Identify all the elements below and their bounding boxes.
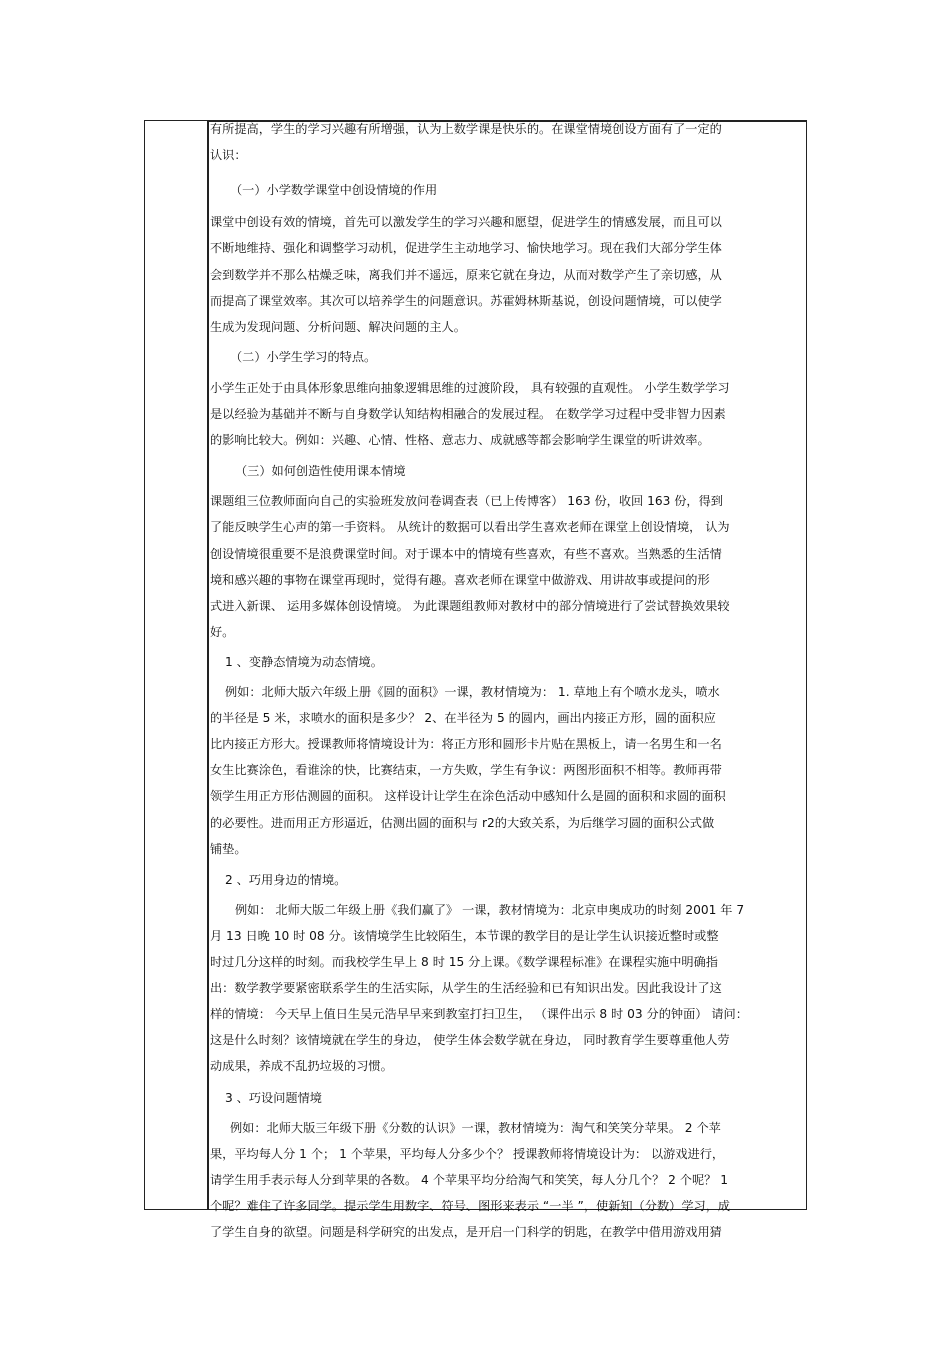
table-content-cell xyxy=(210,122,804,1239)
text-line: 的半径是 5 米，求喷水的面积是多少？ 2、在半径为 5 的圆内，画出内接正方形，圆的面积应 xyxy=(210,711,716,726)
text-line: 1 、变静态情境为动态情境。 xyxy=(225,654,383,669)
text-line: 境和感兴趣的事物在课堂再现时，觉得有趣。喜欢老师在课堂中做游戏、用讲故事或提问的形 xyxy=(210,572,710,587)
text-line: 而提高了课堂效率。其次可以培养学生的问题意识。苏霍姆林斯基说，创设问题情境，可以使学 xyxy=(210,293,722,308)
text-line: 出：数学教学要紧密联系学生的生活实际，从学生的生活经验和已有知识出发。因此我设计了这 xyxy=(210,981,722,996)
text-line: （一）小学数学课堂中创设情境的作用 xyxy=(230,183,438,198)
text-line: 会到数学并不那么枯燥乏味，离我们并不遥远，原来它就在身边，从而对数学产生了亲切感，从 xyxy=(210,267,722,282)
text-line: 不断地维持、强化和调整学习动机，促进学生主动地学习、愉快地学习。现在我们大部分学生体 xyxy=(210,241,722,256)
text-line: 例如： 北师大版二年级上册《我们赢了》 一课，教材情境为：北京申奥成功的时刻 2001 年 7 xyxy=(235,902,745,917)
text-line: 创设情境很重要不是浪费课堂时间。对于课本中的情境有些喜欢，有些不喜欢。当熟悉的生活情 xyxy=(210,546,722,561)
text-line: 小学生正处于由具体形象思维向抽象逻辑思维的过渡阶段， 具有较强的直观性。 小学生数学学习 xyxy=(210,380,730,395)
text-line: 月 13 日晚 10 时 08 分。该情境学生比较陌生，本节课的教学目的是让学生认识接近整时或整 xyxy=(210,928,719,943)
text-line: 请学生用手表示每人分到苹果的各数。 4 个苹果平均分给淘气和笑笑，每人分几个？ 2 个呢？ 1 xyxy=(210,1172,728,1187)
text-line: 有所提高，学生的学习兴趣有所增强，认为上数学课是快乐的。在课堂情境创设方面有了一定的 xyxy=(210,122,722,136)
text-line: 认识： xyxy=(210,148,247,163)
text-line: 动成果，养成不乱扔垃圾的习惯。 xyxy=(210,1059,393,1074)
text-line: 课题组三位教师面向自己的实验班发放问卷调查表（已上传博客） 163 份，收回 163 份，得到 xyxy=(210,494,723,509)
text-line: 样的情境： 今天早上值日生吴元浩早早来到教室打扫卫生， （课件出示 8 时 03 分的钟面） 请问： xyxy=(210,1007,748,1022)
text-line: 领学生用正方形估测圆的面积。 这样设计让学生在涂色活动中感知什么是圆的面积和求圆的面积 xyxy=(210,789,726,804)
text-line: 式进入新课、 运用多媒体创设情境。 为此课题组教师对教材中的部分情境进行了尝试替换效果较 xyxy=(210,598,730,613)
text-line: 这是什么时刻？该情境就在学生的身边， 使学生体会数学就在身边， 同时教育学生要尊重他人劳 xyxy=(210,1033,730,1048)
text-line: 的必要性。进而用正方形逼近，估测出圆的面积与 r2的大致关系，为后继学习圆的面积公式做 xyxy=(210,815,715,830)
text-line: 铺垫。 xyxy=(210,841,247,856)
text-line: 例如：北师大版三年级下册《分数的认识》一课，教材情境为：淘气和笑笑分苹果。 2 个苹 xyxy=(230,1120,721,1135)
text-line: 比内接正方形大。授课教师将情境设计为：将正方形和圆形卡片贴在黑板上，请一名男生和一名 xyxy=(210,737,722,752)
text-line: 个呢？难住了许多同学。提示学生用数字、符号、图形来表示 “一半 ”，使新知（分数）学习，成 xyxy=(210,1198,731,1213)
text-line: 2 、巧用身边的情境。 xyxy=(225,872,347,887)
text-line: 时过几分这样的时刻。而我校学生早上 8 时 15 分上课。《数学课程标准》在课程实施中明确指 xyxy=(210,955,718,969)
column-divider xyxy=(207,120,209,1210)
text-line: 好。 xyxy=(210,624,235,639)
text-line: 的影响比较大。例如：兴趣、心情、性格、意志力、成就感等都会影响学生课堂的听讲效率。 xyxy=(210,433,710,448)
text-line: 果，平均每人分 1 个； 1 个苹果，平均每人分多少个？ 授课教师将情境设计为： 以游戏进行， xyxy=(210,1146,725,1161)
text-line: 是以经验为基础并不断与自身数学认知结构相融合的发展过程。 在数学学习过程中受非智力因素 xyxy=(210,407,726,421)
text-line: 例如：北师大版六年级上册《圆的面积》一课，教材情境为： 1. 草地上有个喷水龙头，喷水 xyxy=(225,685,720,699)
text-line: （二）小学生学习的特点。 xyxy=(230,349,377,364)
text-line: 了能反映学生心声的第一手资料。 从统计的数据可以看出学生喜欢老师在课堂上创设情境， 认为 xyxy=(210,520,730,535)
text-line: 生成为发现问题、分析问题、解决问题的主人。 xyxy=(210,319,466,334)
text-line: 女生比赛涂色，看谁涂的快，比赛结束，一方失败，学生有争议：两图形面积不相等。教师再带 xyxy=(210,763,722,778)
text-line: 了学生自身的欲望。问题是科学研究的出发点，是开启一门科学的钥匙，在教学中借用游戏用猜 xyxy=(210,1225,722,1239)
text-line: 3 、巧设问题情境 xyxy=(225,1090,322,1105)
text-line: 课堂中创设有效的情境，首先可以激发学生的学习兴趣和愿望，促进学生的情感发展，而且可以 xyxy=(210,215,722,230)
text-line: （三）如何创造性使用课本情境 xyxy=(235,464,406,479)
